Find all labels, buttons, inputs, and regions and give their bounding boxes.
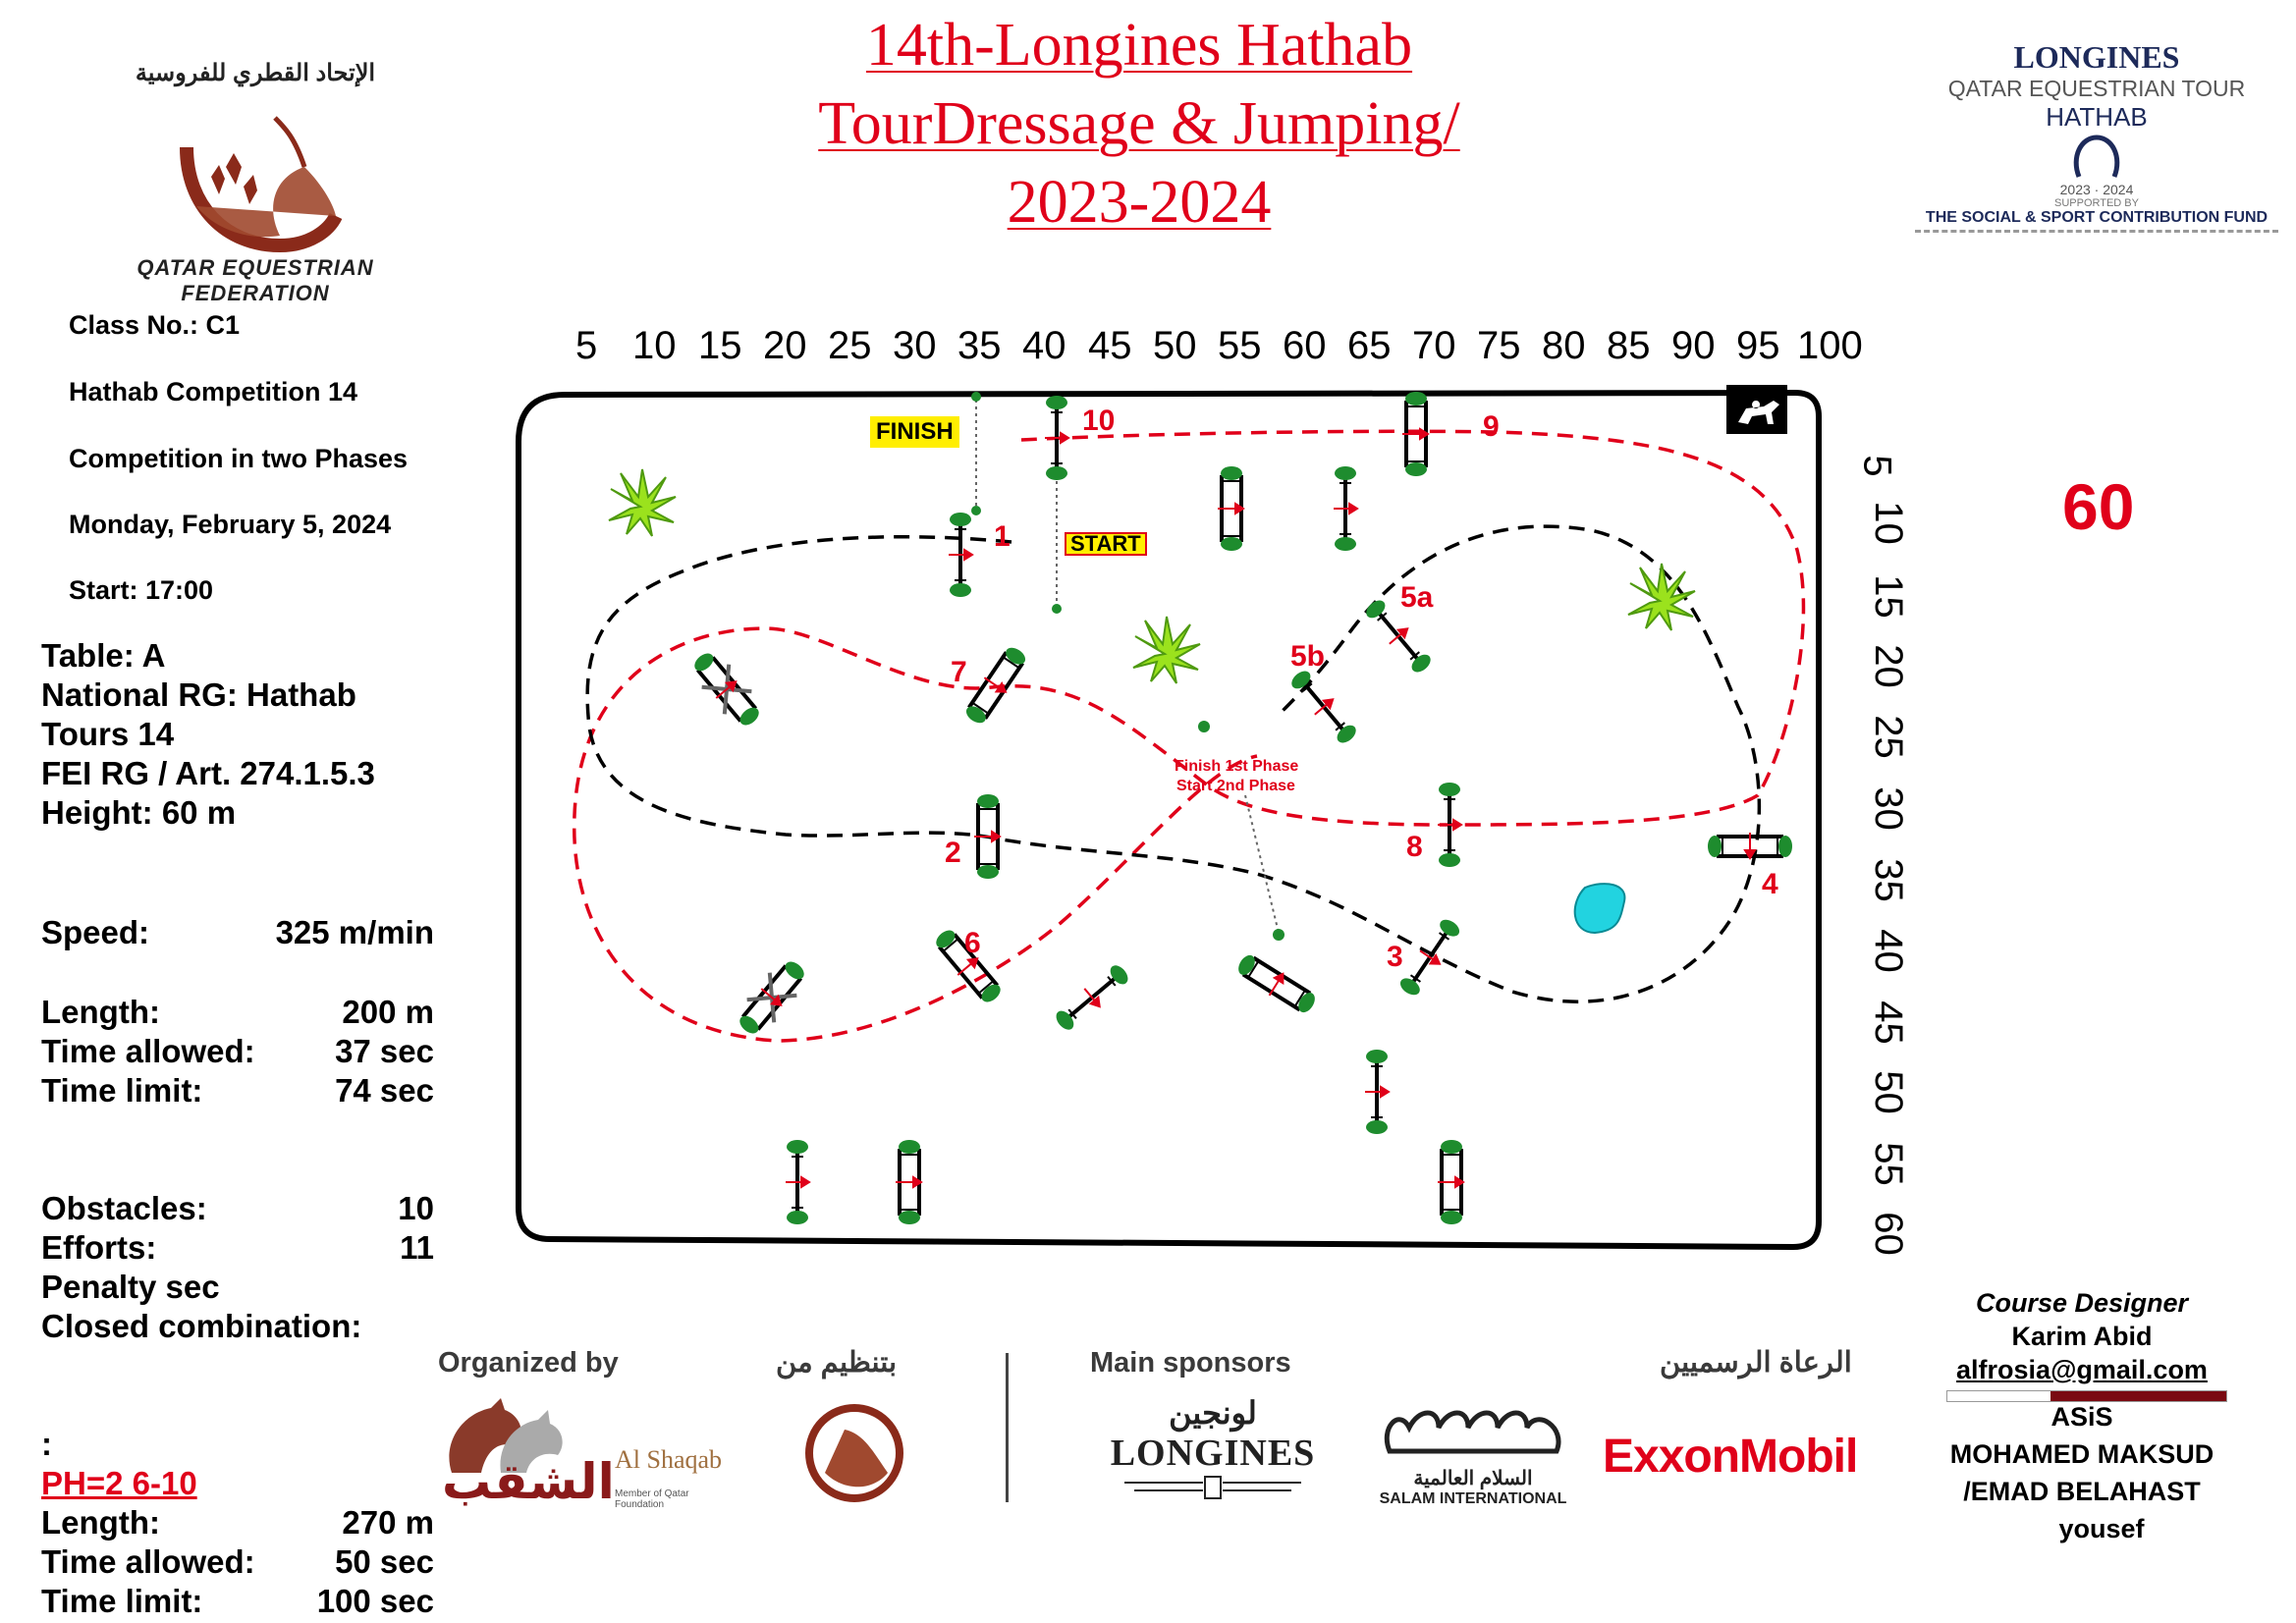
spare-obstacle xyxy=(1438,1140,1463,1224)
alshaqab-arabic: الشقب xyxy=(442,1453,615,1510)
course-designer-name: Karim Abid xyxy=(2011,1322,2153,1351)
phase2-time-limit-value: 100 sec xyxy=(316,1583,434,1619)
alshaqab-logo xyxy=(432,1394,737,1522)
table-type: Table: A xyxy=(41,637,166,674)
title-line-2: TourDressage & Jumping/ xyxy=(818,90,1460,157)
organized-by-label: Organized by xyxy=(438,1347,619,1379)
x-scale-45: 45 xyxy=(1088,324,1132,367)
tour-logo-fund: THE SOCIAL & SPORT CONTRIBUTION FUND xyxy=(1915,209,2278,233)
phase2-time-limit-label: Time limit: xyxy=(41,1583,203,1619)
arena-size-label: 60 xyxy=(2062,470,2135,543)
obstacle-number-2: 2 xyxy=(945,837,961,869)
obstacles-value: 10 xyxy=(398,1190,434,1226)
tour-logo-years: 2023 · 2024 xyxy=(2059,182,2134,197)
y-scale-30: 30 xyxy=(1866,786,1910,831)
obstacles-label: Obstacles: xyxy=(41,1190,207,1226)
spare-obstacle xyxy=(1233,951,1319,1018)
spare-obstacle xyxy=(1365,1050,1389,1134)
assistants-block xyxy=(1925,1398,2239,1547)
x-scale-40: 40 xyxy=(1022,324,1066,367)
spare-obstacle xyxy=(1052,961,1131,1034)
route-phase-red xyxy=(574,431,1804,1041)
y-scale-5: 5 xyxy=(1855,455,1899,477)
obstacle-number-8: 8 xyxy=(1406,831,1423,863)
obstacle-4 xyxy=(1708,833,1792,858)
longines-logo xyxy=(1090,1394,1336,1507)
phase2-length-value: 270 m xyxy=(342,1504,434,1541)
title-line-3: 2023-2024 xyxy=(1007,169,1272,236)
length-label: Length: xyxy=(41,994,160,1030)
obstacle-number-6: 6 xyxy=(964,927,981,959)
bush-decoration xyxy=(1628,564,1695,630)
competition-date: Monday, February 5, 2024 xyxy=(69,510,392,539)
fei-rg: FEI RG / Art. 274.1.5.3 xyxy=(41,755,375,791)
obstacle-number-4: 4 xyxy=(1762,868,1778,900)
course-designer-block xyxy=(1925,1286,2239,1386)
obstacle-8 xyxy=(1438,783,1461,867)
assistant-3: yousef xyxy=(2058,1514,2145,1543)
x-scale-10: 10 xyxy=(632,324,677,367)
speed-value: 325 m/min xyxy=(275,914,434,950)
penalty-sec: Penalty sec xyxy=(41,1269,220,1305)
competition-name: Hathab Competition 14 xyxy=(69,377,358,406)
phase2-colon: : xyxy=(41,1426,52,1462)
obstacle-number-9: 9 xyxy=(1483,410,1500,443)
tour-logo-supported: SUPPORTED BY xyxy=(2054,197,2139,209)
bush-decoration xyxy=(609,469,676,536)
y-scale-50: 50 xyxy=(1866,1070,1910,1114)
phase-change-label-1: Finish 1st Phase xyxy=(1175,758,1299,775)
spare-obstacle xyxy=(786,1140,809,1224)
x-scale-55: 55 xyxy=(1218,324,1262,367)
obstacle-number-3: 3 xyxy=(1387,941,1403,973)
x-scale-60: 60 xyxy=(1283,324,1327,367)
time-limit-label: Time limit: xyxy=(41,1072,203,1109)
bush-decoration xyxy=(1133,617,1200,683)
spare-obstacle xyxy=(1334,466,1357,551)
main-sponsors-label: Main sponsors xyxy=(1090,1347,1291,1379)
longines-arabic: لونجين xyxy=(1169,1395,1257,1431)
federation-english: QATAR EQUESTRIAN FEDERATION xyxy=(137,255,374,305)
x-scale-20: 20 xyxy=(763,324,807,367)
y-scale-20: 20 xyxy=(1866,644,1910,688)
main-sponsors-arabic: الرعاة الرسميين xyxy=(1660,1347,1852,1379)
x-scale-25: 25 xyxy=(828,324,872,367)
x-scale-35: 35 xyxy=(957,324,1002,367)
obstacle-number-7: 7 xyxy=(951,656,967,688)
finish-label: FINISH xyxy=(870,416,959,448)
obstacle-5b xyxy=(1287,667,1360,746)
phase2-header: PH=2 6-10 xyxy=(41,1465,197,1501)
height: Height: 60 m xyxy=(41,794,237,831)
obstacle-9 xyxy=(1402,392,1428,476)
sponsor-divider xyxy=(1006,1353,1009,1502)
y-scale-10: 10 xyxy=(1866,501,1910,545)
obstacle-number-5a: 5a xyxy=(1400,581,1434,614)
salam-name: SALAM INTERNATIONAL xyxy=(1379,1490,1567,1507)
spare-obstacle xyxy=(1218,466,1243,551)
obstacle-10 xyxy=(1045,396,1068,480)
efforts-label: Efforts: xyxy=(41,1229,157,1266)
assistant-1: MOHAMED MAKSUD xyxy=(1949,1439,2214,1469)
spare-obstacle xyxy=(686,645,768,732)
x-scale-90: 90 xyxy=(1671,324,1716,367)
phase-change-label-2: Start 2nd Phase xyxy=(1176,778,1295,794)
y-scale-35: 35 xyxy=(1866,858,1910,902)
salam-logo xyxy=(1375,1398,1571,1508)
spare-obstacle xyxy=(732,953,813,1041)
obstacle-number-1: 1 xyxy=(994,520,1011,553)
alshaqab-name: Al Shaqab xyxy=(615,1445,723,1474)
length-value: 200 m xyxy=(342,994,434,1030)
alshaqab-sub: Member of Qatar Foundation xyxy=(615,1488,689,1510)
closed-combination: Closed combination: xyxy=(41,1308,362,1344)
x-scale-50: 50 xyxy=(1153,324,1197,367)
phase2-time-allowed-value: 50 sec xyxy=(335,1543,434,1580)
salam-arabic: السلام العالمية xyxy=(1413,1468,1533,1489)
obstacle-1 xyxy=(949,513,972,597)
x-scale-30: 30 xyxy=(893,324,937,367)
tour-logo-brand: LONGINES xyxy=(2013,39,2180,75)
water-pond xyxy=(1575,884,1625,933)
x-scale-95: 95 xyxy=(1736,324,1780,367)
course-designer-email[interactable]: alfrosia@gmail.com xyxy=(1956,1355,2208,1384)
tour-logo-line2: HATHAB xyxy=(2046,102,2148,132)
time-allowed-label: Time allowed: xyxy=(41,1033,255,1069)
time-limit-value: 74 sec xyxy=(335,1072,434,1109)
obstacle-number-10: 10 xyxy=(1082,405,1116,437)
national-rg: National RG: Hathab xyxy=(41,676,356,713)
course-designer-heading: Course Designer xyxy=(1975,1288,2189,1318)
tours: Tours 14 xyxy=(41,716,175,752)
x-scale-85: 85 xyxy=(1607,324,1651,367)
y-scale-55: 55 xyxy=(1866,1142,1910,1186)
x-scale-80: 80 xyxy=(1542,324,1586,367)
x-scale-70: 70 xyxy=(1412,324,1456,367)
organized-by-arabic: بتنظيم من xyxy=(776,1347,898,1379)
spare-obstacle xyxy=(896,1140,921,1224)
winged-hourglass-icon xyxy=(1115,1475,1311,1502)
time-allowed-value: 37 sec xyxy=(335,1033,434,1069)
phase2-length-label: Length: xyxy=(41,1504,160,1541)
x-scale-75: 75 xyxy=(1477,324,1521,367)
y-scale-40: 40 xyxy=(1866,929,1910,973)
x-scale-100: 100 xyxy=(1797,324,1863,367)
class-number: Class No.: C1 xyxy=(69,310,241,340)
title-line-1: 14th-Longines Hathab xyxy=(865,12,1413,79)
speed-label: Speed: xyxy=(41,914,150,950)
competition-format: Competition in two Phases xyxy=(69,444,409,473)
phase2-time-allowed-label: Time allowed: xyxy=(41,1543,255,1580)
obstacle-2 xyxy=(974,794,1000,879)
rider-entrance-icon xyxy=(1726,385,1787,434)
salam-emblem-icon xyxy=(1380,1398,1566,1461)
start-time: Start: 17:00 xyxy=(69,575,214,605)
longines-name: LONGINES xyxy=(1110,1433,1316,1474)
tour-logo-line1: QATAR EQUESTRIAN TOUR xyxy=(1947,76,2246,101)
start-label: START xyxy=(1065,532,1147,556)
obstacle-3 xyxy=(1396,916,1463,1000)
y-scale-25: 25 xyxy=(1866,715,1910,759)
x-scale-65: 65 xyxy=(1347,324,1392,367)
obstacle-number-5b: 5b xyxy=(1290,640,1326,673)
y-scale-60: 60 xyxy=(1866,1212,1910,1256)
y-scale-15: 15 xyxy=(1866,574,1910,619)
x-scale-5: 5 xyxy=(575,324,598,367)
efforts-value: 11 xyxy=(400,1229,434,1266)
federation-logo-small xyxy=(756,1384,953,1522)
federation-arabic: الإتحاد القطري للفروسية xyxy=(135,60,376,86)
assistant-2: /EMAD BELAHAST xyxy=(1963,1477,2201,1506)
y-scale-45: 45 xyxy=(1866,1001,1910,1045)
assistants-label: ASiS xyxy=(2050,1402,2113,1432)
exxonmobil-logo: ExxonMobil xyxy=(1603,1431,1858,1483)
x-scale-15: 15 xyxy=(698,324,742,367)
